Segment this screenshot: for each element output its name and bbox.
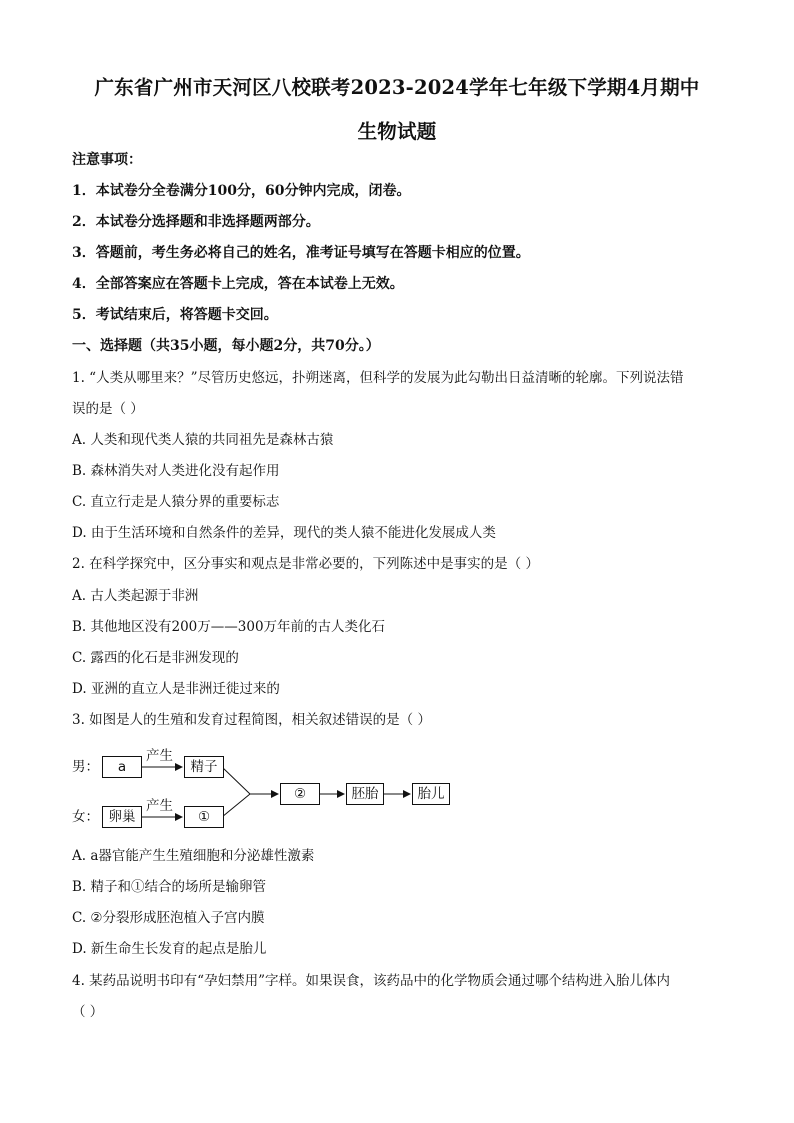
q3-option-c: C. ②分裂形成胚泡植入子宫内膜 <box>72 910 265 926</box>
q1-stem-line2: 误的是（ ） <box>72 401 144 417</box>
notice-item-1: 1．本试卷分全卷满分100分，60分钟内完成，闭卷。 <box>72 183 411 199</box>
q3-option-a: A. a器官能产生生殖细胞和分泌雄性激素 <box>72 848 315 864</box>
male-label: 男： <box>72 759 99 775</box>
notice-item-3: 3．答题前，考生务必将自己的姓名，准考证号填写在答题卡相应的位置。 <box>72 245 530 261</box>
q3-option-d: D. 新生命生长发育的起点是胎儿 <box>72 941 267 957</box>
notice-item-2: 2．本试卷分选择题和非选择题两部分。 <box>72 214 320 230</box>
box-ovary: 卵巢 <box>102 806 142 828</box>
q1-option-d: D. 由于生活环境和自然条件的差异，现代的类人猿不能进化发展成人类 <box>72 525 496 541</box>
q2-option-a: A. 古人类起源于非洲 <box>72 588 199 604</box>
notice-heading: 注意事项： <box>72 152 142 168</box>
exam-title-line1: 广东省广州市天河区八校联考2023-2024学年七年级下学期4月期中 <box>94 76 700 99</box>
produce-label-top: 产生 <box>146 748 173 764</box>
section-heading: 一、选择题（共35小题，每小题2分，共70分。） <box>72 338 380 354</box>
q4-stem-line1: 4. 某药品说明书印有“孕妇禁用”字样。如果误食，该药品中的化学物质会通过哪个结构进入胎儿体内 <box>72 973 670 989</box>
box-zygote: ② <box>280 783 320 805</box>
q1-option-c: C. 直立行走是人猿分界的重要标志 <box>72 494 280 510</box>
q1-stem-line1: 1. “人类从哪里来？”尽管历史悠远，扑朔迷离，但科学的发展为此勾勒出日益清晰的轮廓。下列说法错 <box>72 370 684 386</box>
q4-stem-line2: （ ） <box>72 1004 104 1020</box>
q3-option-b: B. 精子和①结合的场所是输卵管 <box>72 879 267 895</box>
q2-option-c: C. 露西的化石是非洲发现的 <box>72 650 239 666</box>
q1-option-b: B. 森林消失对人类进化没有起作用 <box>72 463 280 479</box>
box-sperm: 精子 <box>184 756 224 778</box>
box-egg: ① <box>184 806 224 828</box>
notice-item-4: 4．全部答案应在答题卡上完成，答在本试卷上无效。 <box>72 276 404 292</box>
q2-stem: 2. 在科学探究中，区分事实和观点是非常必要的，下列陈述中是事实的是（ ） <box>72 556 539 572</box>
box-fetus: 胎儿 <box>412 783 450 805</box>
notice-item-5: 5．考试结束后，将答题卡交回。 <box>72 307 278 323</box>
q3-stem: 3. 如图是人的生殖和发育过程简图，相关叙述错误的是（ ） <box>72 712 431 728</box>
female-label: 女： <box>72 809 99 825</box>
exam-title-line2: 生物试题 <box>357 120 437 143</box>
q2-option-b: B. 其他地区没有200万——300万年前的古人类化石 <box>72 619 386 635</box>
reproduction-flow-diagram <box>70 744 470 839</box>
box-a: a <box>102 756 142 778</box>
q2-option-d: D. 亚洲的直立人是非洲迁徙过来的 <box>72 681 280 697</box>
q1-option-a: A. 人类和现代类人猿的共同祖先是森林古猿 <box>72 432 334 448</box>
box-embryo: 胚胎 <box>346 783 384 805</box>
produce-label-bottom: 产生 <box>146 798 173 814</box>
